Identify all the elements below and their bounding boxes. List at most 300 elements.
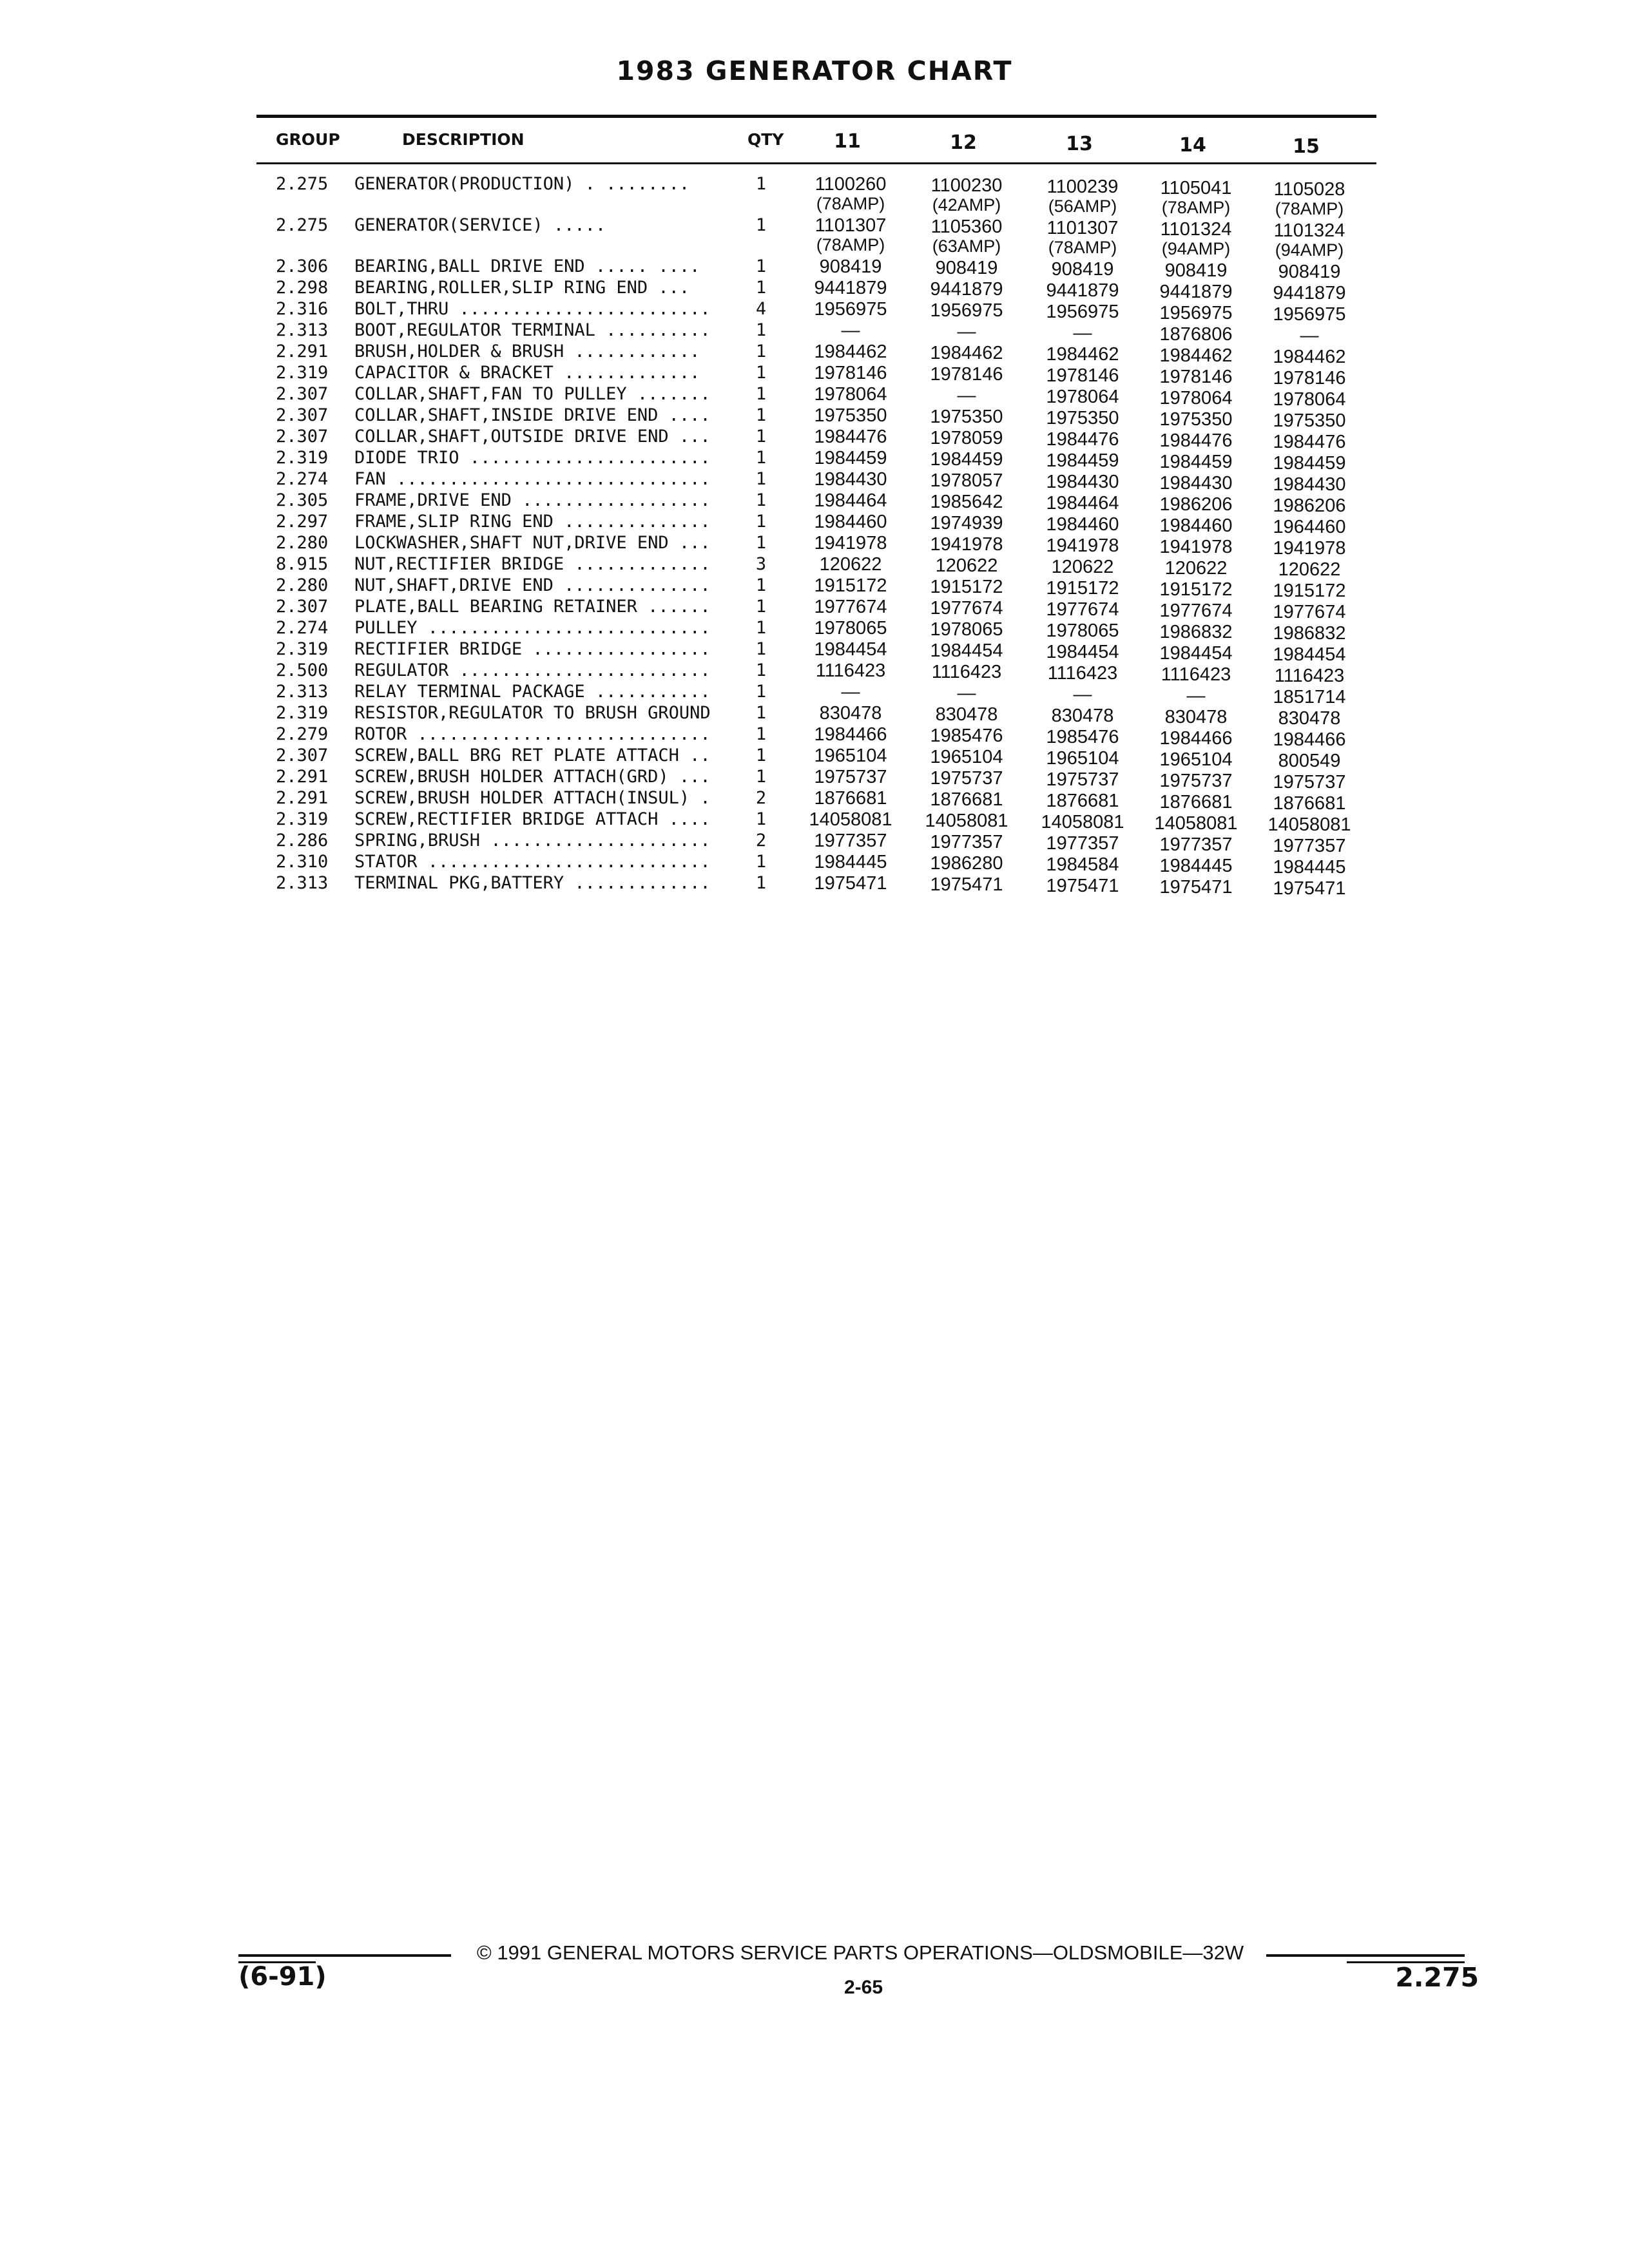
part-number-col-15: 1977674 <box>1273 602 1346 622</box>
amperage-note-col-11: (78AMP) <box>816 194 885 213</box>
description-cell: RECTIFIER BRIDGE ................. <box>354 640 711 659</box>
qty-cell: 1 <box>755 320 767 340</box>
part-number-col-11: 1965104 <box>814 745 887 766</box>
part-number-col-11: 1984445 <box>814 852 887 872</box>
group-cell: 2.275 <box>276 215 329 235</box>
part-number-col-11: 1978065 <box>814 618 887 639</box>
part-number-col-12: 1985642 <box>930 492 1003 512</box>
footer-page-number: 2-65 <box>843 1977 883 1998</box>
part-number-col-11: 1984476 <box>814 427 887 447</box>
part-number-col-13: 1984454 <box>1046 642 1119 662</box>
part-number-col-12: 9441879 <box>930 279 1003 300</box>
part-number-col-13: 1978064 <box>1046 387 1119 407</box>
part-number-col-11: 1977674 <box>814 597 887 617</box>
part-number-col-15: 1984430 <box>1273 474 1346 495</box>
part-number-col-12: 1984454 <box>930 640 1003 661</box>
group-cell: 2.291 <box>276 767 329 787</box>
part-number-col-15: 908419 <box>1278 262 1341 282</box>
part-number-col-13: 1915172 <box>1046 578 1119 599</box>
part-number-col-13: 1978146 <box>1046 365 1119 386</box>
group-cell: 2.291 <box>276 788 329 808</box>
description-cell: PLATE,BALL BEARING RETAINER ...... <box>354 597 711 617</box>
header-description: DESCRIPTION <box>402 130 525 149</box>
group-cell: 2.313 <box>276 873 329 893</box>
group-cell: 2.305 <box>276 490 329 510</box>
part-number-col-11: 1984430 <box>814 469 887 490</box>
part-number-col-15: 1956975 <box>1273 304 1346 325</box>
part-number-col-12: 1116423 <box>931 662 1002 682</box>
part-number-col-14: 1975350 <box>1159 409 1233 430</box>
part-number-col-14: 1915172 <box>1159 579 1233 600</box>
qty-cell: 1 <box>755 278 767 298</box>
part-number-col-13: 1984464 <box>1046 493 1119 514</box>
footer-date-code: (6-91) <box>238 1962 327 1992</box>
part-number-col-11: 1915172 <box>814 575 887 596</box>
part-number-col-13: — <box>1073 684 1092 705</box>
part-number-col-11: 1100260 <box>815 174 887 195</box>
group-cell: 2.286 <box>276 831 329 850</box>
part-number-col-13: 1975350 <box>1046 408 1119 428</box>
part-number-col-15: 1975471 <box>1273 878 1346 899</box>
part-number-col-11: 1984454 <box>814 639 887 660</box>
part-number-col-14: 1984462 <box>1159 345 1233 366</box>
description-cell: SCREW,BRUSH HOLDER ATTACH(GRD) ... <box>354 767 711 787</box>
description-cell: FRAME,DRIVE END .................. <box>354 491 711 510</box>
qty-cell: 1 <box>755 703 767 723</box>
group-cell: 2.280 <box>276 575 329 595</box>
table-row <box>0 256 1629 282</box>
part-number-col-13: 9441879 <box>1046 280 1119 301</box>
part-number-col-14: 14058081 <box>1154 813 1238 834</box>
part-number-col-15: 1876681 <box>1273 793 1346 814</box>
group-cell: 2.307 <box>276 427 329 447</box>
table-row <box>0 745 1629 771</box>
part-number-col-15: 1984445 <box>1273 857 1346 878</box>
qty-cell: 1 <box>755 724 767 744</box>
table-row <box>0 320 1629 346</box>
table-row <box>0 363 1629 389</box>
group-cell: 2.319 <box>276 363 329 383</box>
table-row <box>0 512 1629 537</box>
part-number-col-15: 1978064 <box>1273 389 1346 410</box>
part-number-col-15: 1964460 <box>1273 517 1346 537</box>
part-number-col-12: — <box>957 385 976 406</box>
part-number-col-15: 14058081 <box>1268 814 1351 835</box>
description-cell: BRUSH,HOLDER & BRUSH ............ <box>354 342 700 361</box>
part-number-col-15: 1851714 <box>1273 687 1346 707</box>
part-number-col-15: 1975350 <box>1273 410 1346 431</box>
description-cell: BOLT,THRU ........................ <box>354 300 711 319</box>
table-row <box>0 174 1629 218</box>
part-number-col-13: 14058081 <box>1041 812 1124 832</box>
part-number-col-13: 1116423 <box>1047 663 1118 684</box>
part-number-col-14: 1984466 <box>1159 728 1233 749</box>
description-cell: FRAME,SLIP RING END .............. <box>354 512 711 532</box>
table-row <box>0 618 1629 644</box>
part-number-col-14: 1956975 <box>1159 303 1233 323</box>
part-number-col-15: 1984454 <box>1273 644 1346 665</box>
qty-cell: 1 <box>755 660 767 680</box>
amperage-note-col-13: (56AMP) <box>1048 197 1117 216</box>
part-number-col-15: 1986832 <box>1273 623 1346 644</box>
part-number-col-15: 1116423 <box>1274 666 1345 686</box>
part-number-col-13: — <box>1073 323 1092 343</box>
group-cell: 2.319 <box>276 809 329 829</box>
table-row <box>0 809 1629 835</box>
amperage-note-col-13: (78AMP) <box>1048 238 1117 257</box>
part-number-col-11: 908419 <box>819 256 882 277</box>
qty-cell: 1 <box>755 533 767 553</box>
part-number-col-14: 1978064 <box>1159 388 1233 408</box>
table-row <box>0 682 1629 707</box>
part-number-col-11: 1876681 <box>814 788 887 809</box>
group-cell: 2.274 <box>276 618 329 638</box>
description-cell: COLLAR,SHAFT,FAN TO PULLEY ....... <box>354 385 711 404</box>
part-number-col-14: 1965104 <box>1159 749 1233 770</box>
table-row <box>0 575 1629 601</box>
part-number-col-11: 1978146 <box>814 363 887 383</box>
description-cell: CAPACITOR & BRACKET ............. <box>354 363 700 383</box>
group-cell: 2.297 <box>276 512 329 532</box>
table-row <box>0 427 1629 452</box>
part-number-col-13: 1941978 <box>1046 535 1119 556</box>
part-number-col-11: 1956975 <box>814 299 887 320</box>
part-number-col-12: 14058081 <box>925 811 1008 831</box>
description-cell: NUT,RECTIFIER BRIDGE ............. <box>354 555 711 574</box>
amperage-note-col-14: (78AMP) <box>1161 198 1231 217</box>
page-title: 1983 GENERATOR CHART <box>616 55 1013 86</box>
description-cell: BEARING,ROLLER,SLIP RING END ... <box>354 278 690 298</box>
part-number-col-11: 120622 <box>819 554 882 575</box>
part-number-col-14: — <box>1186 686 1206 706</box>
part-number-col-14: 1984454 <box>1159 643 1233 664</box>
part-number-col-11: 9441879 <box>814 278 887 298</box>
part-number-col-11: 1978064 <box>814 384 887 405</box>
qty-cell: 1 <box>755 341 767 361</box>
description-cell: STATOR ........................... <box>354 852 711 872</box>
qty-cell: 1 <box>755 852 767 872</box>
group-cell: 2.310 <box>276 852 329 872</box>
part-number-col-12: 1978146 <box>930 364 1003 385</box>
part-number-col-15: 1984466 <box>1273 729 1346 750</box>
qty-cell: 1 <box>755 384 767 404</box>
description-cell: REGULATOR ........................ <box>354 661 711 680</box>
part-number-col-13: 1984462 <box>1046 344 1119 365</box>
amperage-note-col-15: (78AMP) <box>1275 199 1344 218</box>
part-number-col-14: 1101324 <box>1160 219 1232 240</box>
part-number-col-13: 1956975 <box>1046 302 1119 322</box>
group-cell: 2.307 <box>276 405 329 425</box>
group-cell: 2.275 <box>276 174 329 194</box>
part-number-col-11: — <box>841 320 860 341</box>
part-number-col-13: 908419 <box>1051 259 1114 280</box>
column-header-12: 12 <box>950 131 977 154</box>
part-number-col-14: 9441879 <box>1159 282 1233 302</box>
description-cell: RESISTOR,REGULATOR TO BRUSH GROUND <box>354 704 711 723</box>
qty-cell: 1 <box>755 469 767 489</box>
part-number-col-13: 1984460 <box>1046 514 1119 535</box>
table-row <box>0 215 1629 260</box>
qty-cell: 3 <box>755 554 767 574</box>
part-number-col-15: 830478 <box>1278 708 1341 729</box>
group-cell: 2.319 <box>276 703 329 723</box>
table-row <box>0 384 1629 410</box>
qty-cell: 1 <box>755 597 767 617</box>
part-number-col-13: 120622 <box>1051 557 1114 577</box>
qty-cell: 1 <box>755 512 767 532</box>
part-number-col-11: 1977357 <box>814 831 887 851</box>
part-number-col-14: 1986206 <box>1159 494 1233 515</box>
amperage-note-col-15: (94AMP) <box>1275 240 1344 260</box>
group-cell: 2.306 <box>276 256 329 276</box>
part-number-col-13: 1876681 <box>1046 791 1119 811</box>
part-number-col-15: 800549 <box>1278 751 1341 771</box>
table-row <box>0 490 1629 516</box>
part-number-col-15: 1915172 <box>1273 581 1346 601</box>
description-cell: NUT,SHAFT,DRIVE END .............. <box>354 576 711 595</box>
part-number-col-11: 1101307 <box>815 215 887 236</box>
part-number-col-12: 1975471 <box>930 874 1003 895</box>
group-cell: 2.307 <box>276 745 329 765</box>
header-group: GROUP <box>276 130 340 149</box>
description-cell: GENERATOR(PRODUCTION) . ........ <box>354 175 690 194</box>
qty-cell: 1 <box>755 745 767 765</box>
qty-cell: 2 <box>755 831 767 850</box>
table-row <box>0 703 1629 729</box>
part-number-col-15: 9441879 <box>1273 283 1346 303</box>
part-number-col-12: 1100230 <box>930 175 1003 196</box>
column-header-15: 15 <box>1293 135 1320 158</box>
part-number-col-12: 1876681 <box>930 789 1003 810</box>
amperage-note-col-14: (94AMP) <box>1161 239 1231 258</box>
part-number-col-15: — <box>1300 325 1319 346</box>
part-number-col-12: 1977674 <box>930 598 1003 619</box>
table-row <box>0 554 1629 580</box>
column-header-14: 14 <box>1179 134 1206 157</box>
group-cell: 2.313 <box>276 682 329 702</box>
part-number-col-12: 1978057 <box>930 470 1003 491</box>
part-number-col-13: 1977674 <box>1046 599 1119 620</box>
qty-cell: 2 <box>755 788 767 808</box>
part-number-col-12: — <box>957 683 976 704</box>
part-number-col-14: 1977674 <box>1159 601 1233 621</box>
part-number-col-11: — <box>841 682 860 702</box>
qty-cell: 1 <box>755 873 767 893</box>
part-number-col-13: 1984584 <box>1046 854 1119 875</box>
group-cell: 2.298 <box>276 278 329 298</box>
part-number-col-12: 1105360 <box>930 216 1003 237</box>
part-number-col-14: 1978146 <box>1159 367 1233 387</box>
qty-cell: 1 <box>755 174 767 194</box>
part-number-col-12: 1956975 <box>930 300 1003 321</box>
qty-cell: 1 <box>755 809 767 829</box>
part-number-col-11: 1984459 <box>814 448 887 468</box>
part-number-col-13: 1985476 <box>1046 727 1119 747</box>
group-cell: 2.316 <box>276 299 329 319</box>
group-cell: 2.313 <box>276 320 329 340</box>
part-number-col-12: 1915172 <box>930 577 1003 597</box>
group-cell: 2.319 <box>276 639 329 659</box>
part-number-col-14: 1975737 <box>1159 771 1233 791</box>
qty-cell: 1 <box>755 215 767 235</box>
part-number-col-14: 1876806 <box>1159 324 1233 345</box>
part-number-col-11: 1984464 <box>814 490 887 511</box>
group-cell: 2.280 <box>276 533 329 553</box>
part-number-col-14: 1984445 <box>1159 856 1233 876</box>
part-number-col-11: 1984466 <box>814 724 887 745</box>
amperage-note-col-12: (42AMP) <box>932 195 1001 215</box>
part-number-col-15: 1941978 <box>1273 538 1346 559</box>
description-cell: RELAY TERMINAL PACKAGE ........... <box>354 682 711 702</box>
description-cell: BEARING,BALL DRIVE END ..... .... <box>354 257 700 276</box>
part-number-col-15: 1978146 <box>1273 368 1346 389</box>
qty-cell: 1 <box>755 575 767 595</box>
part-number-col-14: 1977357 <box>1159 834 1233 855</box>
part-number-col-15: 1984476 <box>1273 432 1346 452</box>
table-row <box>0 448 1629 474</box>
part-number-col-11: 1975471 <box>814 873 887 894</box>
group-cell: 2.500 <box>276 660 329 680</box>
part-number-col-13: 1984476 <box>1046 429 1119 450</box>
part-number-col-12: 120622 <box>935 555 998 576</box>
description-cell: TERMINAL PKG,BATTERY ............. <box>354 874 711 893</box>
qty-cell: 1 <box>755 448 767 468</box>
table-row <box>0 660 1629 686</box>
part-number-col-15: 1977357 <box>1273 836 1346 856</box>
part-number-col-14: 1116423 <box>1161 664 1231 685</box>
part-number-col-12: — <box>957 322 976 342</box>
part-number-col-15: 1984462 <box>1273 347 1346 367</box>
part-number-col-12: 1965104 <box>930 747 1003 767</box>
part-number-col-15: 1975737 <box>1273 772 1346 793</box>
group-cell: 2.307 <box>276 597 329 617</box>
part-number-col-14: 1984459 <box>1159 452 1233 472</box>
header-qty: QTY <box>747 130 784 149</box>
part-number-col-12: 830478 <box>935 704 998 725</box>
qty-cell: 1 <box>755 490 767 510</box>
description-cell: PULLEY ........................... <box>354 619 711 638</box>
part-number-col-12: 1984462 <box>930 343 1003 363</box>
column-header-11: 11 <box>834 130 861 153</box>
part-number-col-14: 1975471 <box>1159 877 1233 898</box>
part-number-col-12: 1978065 <box>930 619 1003 640</box>
group-cell: 2.291 <box>276 341 329 361</box>
description-cell: ROTOR ............................ <box>354 725 711 744</box>
group-cell: 2.279 <box>276 724 329 744</box>
footer-rule-left <box>238 1954 451 1957</box>
footer-copyright: © 1991 GENERAL MOTORS SERVICE PARTS OPERATIONS—OLDSMOBILE—32W <box>476 1941 1244 1964</box>
part-number-col-15: 1101324 <box>1273 220 1345 241</box>
part-number-col-12: 1941978 <box>930 534 1003 555</box>
qty-cell: 1 <box>755 405 767 425</box>
part-number-col-15: 1986206 <box>1273 495 1346 516</box>
part-number-col-14: 830478 <box>1164 707 1228 727</box>
table-row <box>0 873 1629 899</box>
part-number-col-13: 1978065 <box>1046 620 1119 641</box>
part-number-col-14: 1984476 <box>1159 430 1233 451</box>
description-cell: GENERATOR(SERVICE) ..... <box>354 216 606 235</box>
part-number-col-14: 1984460 <box>1159 515 1233 536</box>
description-cell: SCREW,RECTIFIER BRIDGE ATTACH .... <box>354 810 711 829</box>
footer-rule-right <box>1266 1954 1465 1957</box>
part-number-col-13: 1965104 <box>1046 748 1119 769</box>
table-row <box>0 852 1629 878</box>
part-number-col-12: 1986280 <box>930 853 1003 874</box>
part-number-col-11: 1941978 <box>814 533 887 553</box>
footer-section-number: 2.275 <box>1395 1962 1479 1993</box>
description-cell: LOCKWASHER,SHAFT NUT,DRIVE END ... <box>354 533 711 553</box>
description-cell: COLLAR,SHAFT,OUTSIDE DRIVE END ... <box>354 427 711 447</box>
table-row <box>0 724 1629 750</box>
part-number-col-15: 120622 <box>1278 559 1341 580</box>
part-number-col-13: 1977357 <box>1046 833 1119 854</box>
table-row <box>0 831 1629 856</box>
header-top-rule <box>256 115 1376 118</box>
part-number-col-11: 1116423 <box>815 660 886 681</box>
part-number-col-14: 120622 <box>1164 558 1228 579</box>
part-number-col-12: 1977357 <box>930 832 1003 852</box>
table-row <box>0 533 1629 559</box>
description-cell: SPRING,BRUSH ..................... <box>354 831 711 850</box>
part-number-col-12: 908419 <box>935 258 998 278</box>
part-number-col-14: 1105041 <box>1160 178 1232 198</box>
description-cell: COLLAR,SHAFT,INSIDE DRIVE END .... <box>354 406 711 425</box>
part-number-col-14: 1876681 <box>1159 792 1233 812</box>
qty-cell: 1 <box>755 767 767 787</box>
part-number-col-11: 1984460 <box>814 512 887 532</box>
amperage-note-col-12: (63AMP) <box>932 236 1001 256</box>
group-cell: 2.274 <box>276 469 329 489</box>
qty-cell: 4 <box>755 299 767 319</box>
table-row <box>0 788 1629 814</box>
part-number-col-14: 1984430 <box>1159 473 1233 494</box>
qty-cell: 1 <box>755 363 767 383</box>
part-number-col-14: 908419 <box>1164 260 1228 281</box>
group-cell: 8.915 <box>276 554 329 574</box>
part-number-col-15: 1984459 <box>1273 453 1346 474</box>
part-number-col-13: 1101307 <box>1046 218 1119 238</box>
part-number-col-11: 14058081 <box>809 809 892 830</box>
amperage-note-col-11: (78AMP) <box>816 235 885 255</box>
part-number-col-11: 1984462 <box>814 341 887 362</box>
header-bottom-rule <box>256 162 1376 164</box>
qty-cell: 1 <box>755 639 767 659</box>
description-cell: SCREW,BRUSH HOLDER ATTACH(INSUL) . <box>354 789 711 808</box>
qty-cell: 1 <box>755 427 767 447</box>
part-number-col-11: 830478 <box>819 703 882 724</box>
description-cell: DIODE TRIO ....................... <box>354 448 711 468</box>
table-row <box>0 405 1629 431</box>
table-row <box>0 639 1629 665</box>
part-number-col-13: 1984459 <box>1046 450 1119 471</box>
part-number-col-13: 830478 <box>1051 706 1114 726</box>
part-number-col-13: 1984430 <box>1046 472 1119 492</box>
group-cell: 2.307 <box>276 384 329 404</box>
part-number-col-12: 1974939 <box>930 513 1003 533</box>
table-row <box>0 597 1629 622</box>
part-number-col-14: 1941978 <box>1159 537 1233 557</box>
table-row <box>0 299 1629 325</box>
part-number-col-15: 1105028 <box>1273 179 1345 200</box>
description-cell: SCREW,BALL BRG RET PLATE ATTACH .. <box>354 746 711 765</box>
part-number-col-13: 1100239 <box>1046 177 1119 197</box>
description-cell: FAN .............................. <box>354 470 711 489</box>
part-number-col-12: 1975737 <box>930 768 1003 789</box>
part-number-col-11: 1975737 <box>814 767 887 787</box>
qty-cell: 1 <box>755 256 767 276</box>
table-row <box>0 278 1629 303</box>
group-cell: 2.319 <box>276 448 329 468</box>
